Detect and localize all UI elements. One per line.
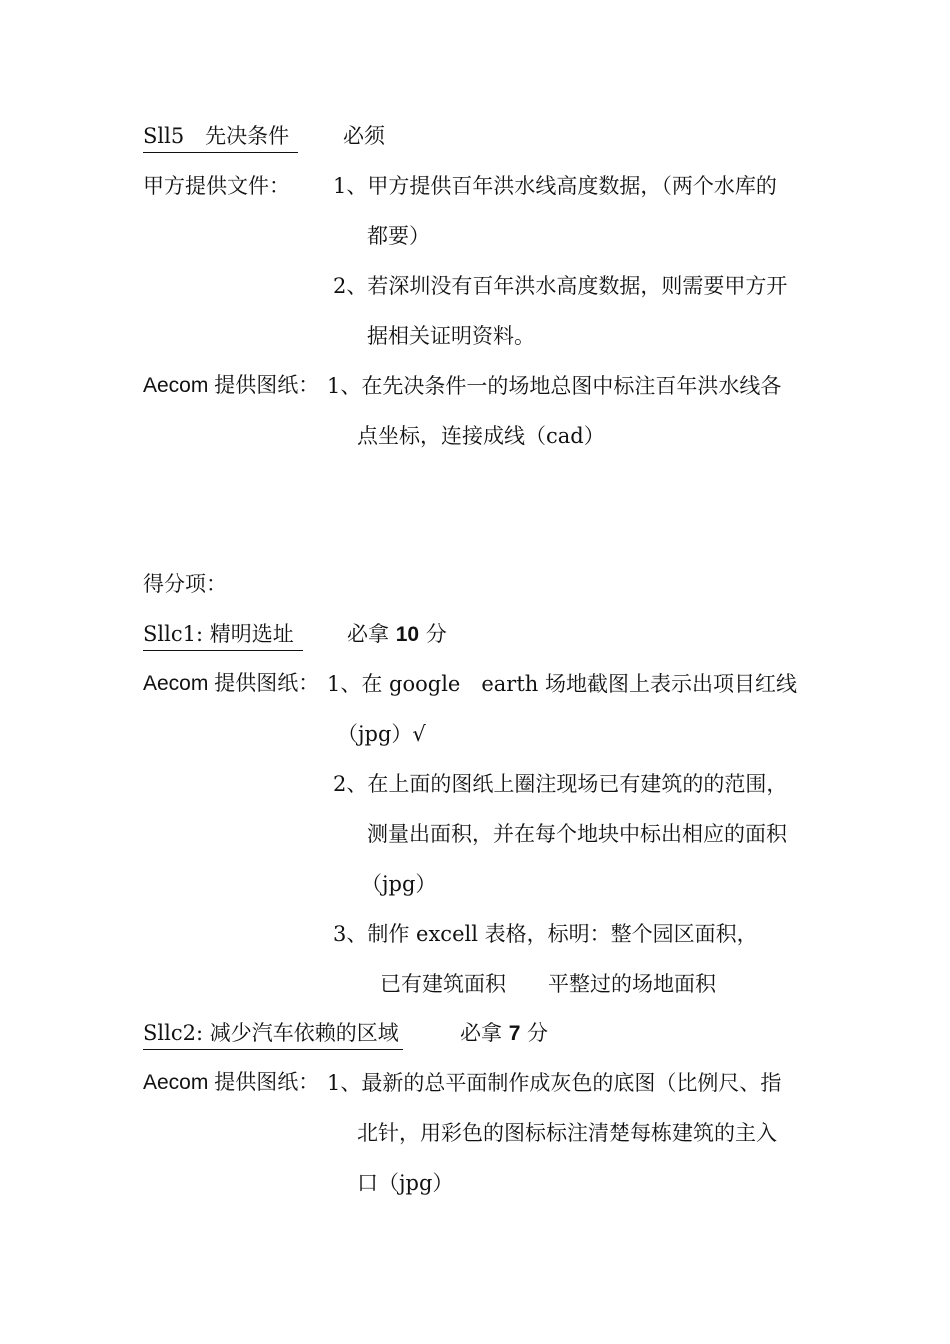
sllc2-requirement: 必拿 7 分 — [460, 1021, 549, 1045]
aecom-label: Aecom 提供图纸： — [143, 1071, 320, 1094]
sllc1-heading: Sllc1: 精明选址 — [143, 620, 303, 651]
sll5-item: 据相关证明资料。 — [367, 324, 535, 348]
aecom-label: Aecom 提供图纸： — [143, 672, 320, 695]
sll5-heading: Sll5 先决条件 — [143, 122, 298, 153]
sll5-aecom-item: 点坐标，连接成线（cad） — [357, 424, 605, 448]
sllc1-item: （jpg） — [361, 872, 437, 896]
sllc1-points: 10 — [395, 623, 420, 646]
sllc1-item: 3、制作 excell 表格，标明：整个园区面积， — [333, 922, 758, 946]
sllc2-item: 北针，用彩色的图标标注清楚每栋建筑的主入 — [357, 1121, 777, 1145]
sll5-aecom-item: 1、在先决条件一的场地总图中标注百年洪水线各 — [327, 374, 782, 398]
score-items-heading: 得分项： — [143, 572, 227, 596]
sllc1-item: （jpg）√ — [337, 722, 426, 746]
sllc1-item: 2、在上面的图纸上圈注现场已有建筑的的范围， — [333, 772, 788, 796]
sllc2-points: 7 — [508, 1022, 521, 1045]
sllc1-item: 测量出面积，并在每个地块中标出相应的面积 — [367, 822, 787, 846]
sllc2-heading: Sllc2: 减少汽车依赖的区域 — [143, 1019, 403, 1050]
sll5-item: 都要） — [367, 224, 430, 248]
sll5-item: 1、甲方提供百年洪水线高度数据，（两个水库的 — [333, 174, 777, 198]
sllc1-item: 已有建筑面积 平整过的场地面积 — [380, 972, 716, 996]
sllc2-item: 口（jpg） — [357, 1171, 454, 1195]
sllc1-item: 1、在 google earth 场地截图上表示出项目红线 — [327, 672, 797, 696]
client-files-label: 甲方提供文件： — [143, 174, 290, 198]
aecom-label: Aecom 提供图纸： — [143, 374, 320, 397]
sllc1-requirement: 必拿 10 分 — [347, 622, 447, 646]
sll5-item: 2、若深圳没有百年洪水高度数据，则需要甲方开 — [333, 274, 788, 298]
sllc2-item: 1、最新的总平面制作成灰色的底图（比例尺、指 — [327, 1071, 782, 1095]
sll5-requirement: 必须 — [343, 124, 385, 148]
